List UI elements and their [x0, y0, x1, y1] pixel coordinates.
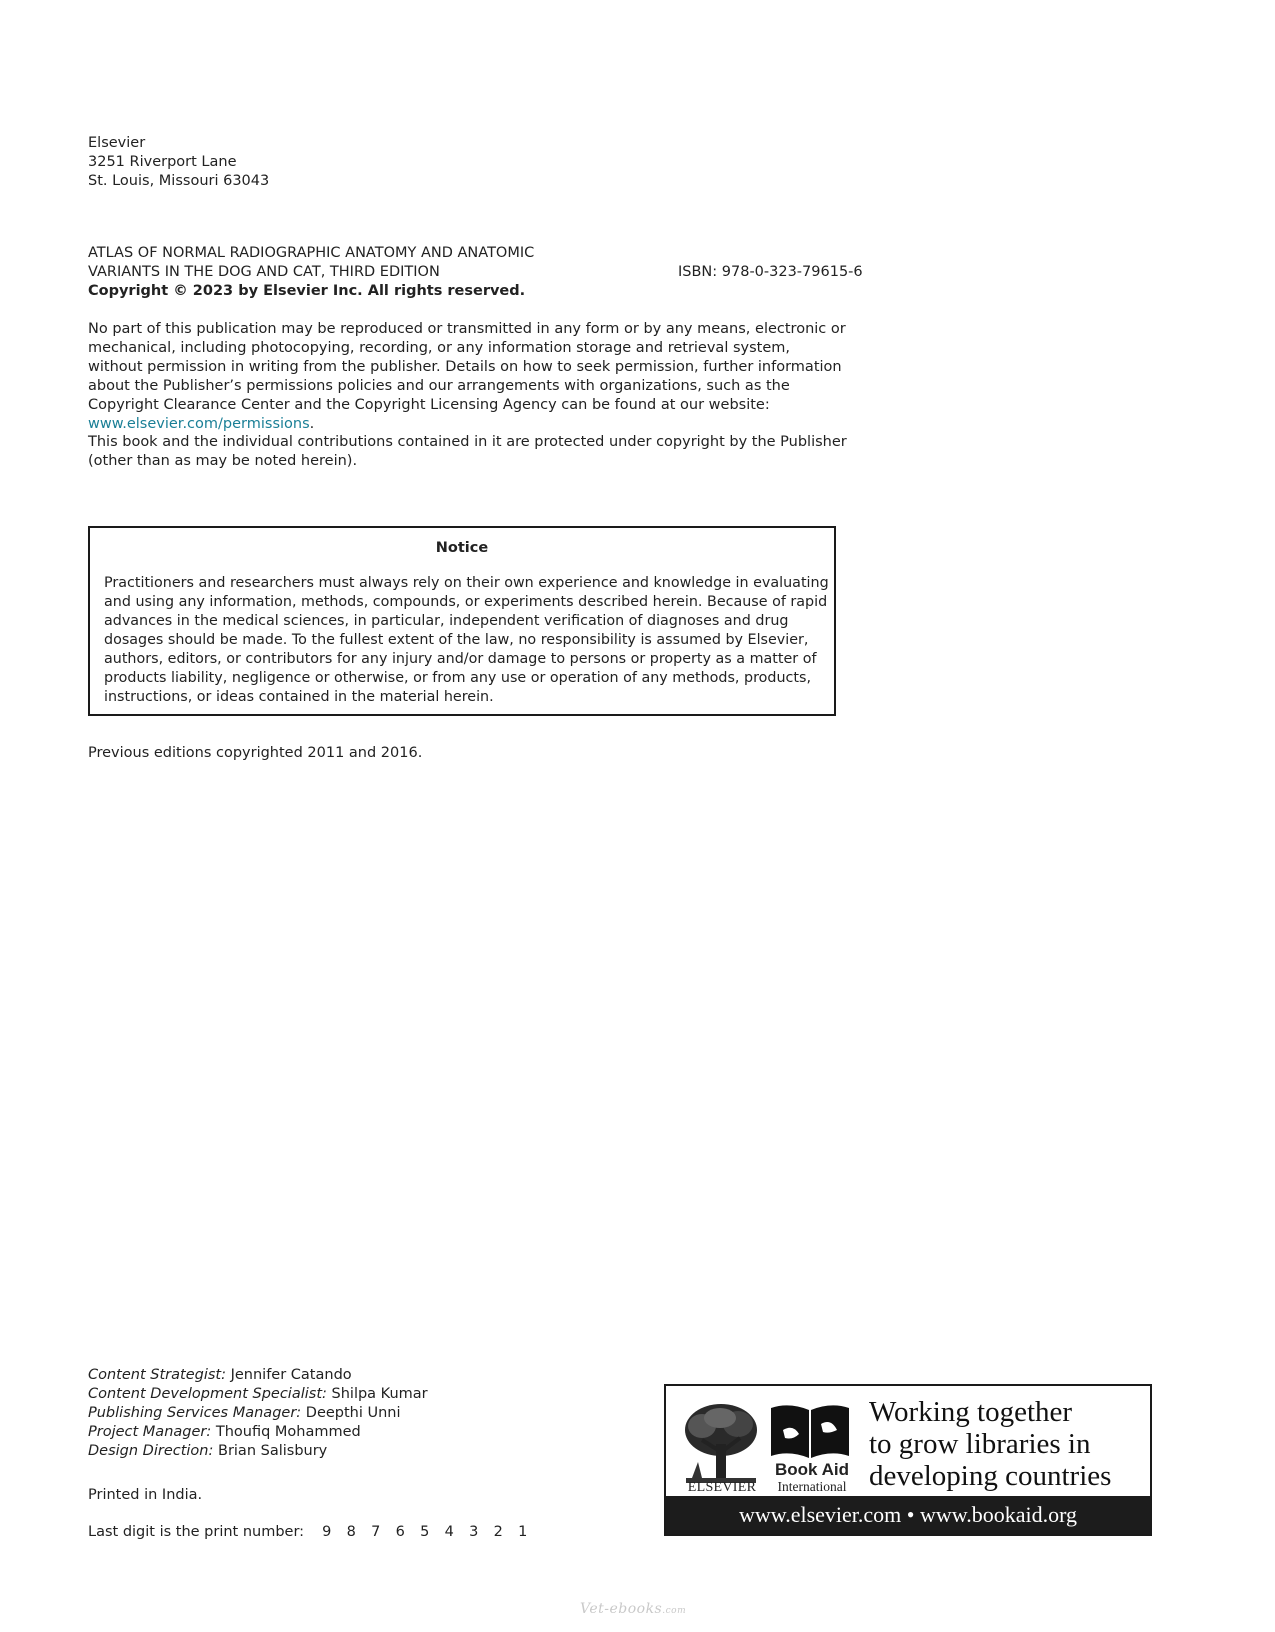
book-title-line-2: VARIANTS IN THE DOG AND CAT, THIRD EDITION — [88, 264, 440, 280]
print-digit: 2 — [493, 1524, 503, 1540]
copyright-line: Copyright © 2023 by Elsevier Inc. All rights reserved. — [88, 283, 526, 299]
print-number-digits — [322, 1524, 543, 1540]
badge-footer-urls: www.elsevier.com • www.bookaid.org — [666, 1496, 1150, 1534]
watermark — [580, 1601, 686, 1617]
print-digit: 7 — [371, 1524, 381, 1540]
previous-editions: Previous editions copyrighted 2011 and 2016. — [88, 745, 423, 761]
print-number-label: Last digit is the print number: — [88, 1524, 305, 1540]
permissions-link[interactable]: www.elsevier.com/permissions — [88, 416, 310, 432]
credit-role: Content Strategist: — [88, 1367, 226, 1383]
credit-role: Project Manager: — [88, 1424, 212, 1440]
isbn: ISBN: 978-0-323-79615-6 — [678, 264, 863, 280]
credits-list — [88, 1366, 428, 1461]
permissions-text: No part of this publication may be reproduced or transmitted in any form or by any means, electronic or mechanical, including photocopying, recording, or any information storage and retrieval system, without permission in writing from the publisher. Details on how to seek permission, further information about the Publisher’s permissions policies and our arrangements with organizations, such as the Copyright Clearance Center and the Copyright Licensing Agency can be found at our website: — [88, 321, 846, 413]
print-digit: 8 — [346, 1524, 356, 1540]
notice-box — [88, 526, 836, 716]
book-aid-wordmark: Book Aid — [775, 1460, 849, 1479]
credit-line — [88, 1366, 428, 1385]
publisher-name: Elsevier — [88, 135, 146, 151]
credit-name: Brian Salisbury — [213, 1443, 328, 1459]
credit-role: Publishing Services Manager: — [88, 1405, 302, 1421]
credit-name: Deepthi Unni — [301, 1405, 401, 1421]
publisher-address — [88, 134, 269, 191]
print-digit: 6 — [395, 1524, 405, 1540]
slogan-line: developing countries — [869, 1460, 1112, 1492]
notice-text: Practitioners and researchers must always rely on their own experience and knowledge in evaluating and using any information, methods, compounds, or experiments described herein. Because of rapid advances in the medical sciences, in particular, independent verification of diagnoses and drug dosages should be made. To the fullest extent of the law, no responsibility is assumed by Elsevier, authors, editors, or contributors for any injury and/or damage to persons or property as a matter of products liability, negligence or otherwise, or from any use or operation of any methods, products, instructions, or ideas contained in the material herein. — [104, 575, 829, 705]
notice-heading: Notice — [435, 540, 489, 556]
credit-name: Jennifer Catando — [225, 1367, 352, 1383]
slogan-line: to grow libraries in — [869, 1428, 1091, 1460]
credit-line — [88, 1385, 428, 1404]
credit-role: Design Direction: — [88, 1443, 214, 1459]
print-digit: 4 — [444, 1524, 454, 1540]
print-digit: 5 — [420, 1524, 430, 1540]
print-digit: 3 — [469, 1524, 479, 1540]
protection-paragraph: This book and the individual contributions contained in it are protected under copyright by the Publisher (other than as may be noted herein). — [88, 434, 847, 469]
publisher-city: St. Louis, Missouri 63043 — [88, 173, 270, 189]
international-wordmark: International — [777, 1479, 847, 1494]
credit-name: Shilpa Kumar — [326, 1386, 428, 1402]
credit-name: Thoufiq Mohammed — [211, 1424, 361, 1440]
elsevier-wordmark: ELSEVIER — [687, 1480, 757, 1495]
publisher-street: 3251 Riverport Lane — [88, 154, 237, 170]
slogan-line: Working together — [869, 1396, 1073, 1428]
watermark-main: Vet-ebooks — [580, 1601, 663, 1617]
print-number-line — [88, 1524, 543, 1540]
credit-line — [88, 1442, 428, 1461]
permissions-paragraph: No part of this publication may be reproduced or transmitted in any form or by any means, electronic or mechanical, including photocopying, recording, or any information storage and retrieval system, without permission in writing from the publisher. Details on how to seek permission, further information about the Publisher’s permissions policies and our arrangements with organizations, such as the Copyright Clearance Center and the Copyright Licensing Agency can be found at our website: www.elsevier.com/permissions. — [88, 321, 846, 432]
credit-role: Content Development Specialist: — [88, 1386, 327, 1402]
credit-line — [88, 1423, 428, 1442]
book-aid-logo-icon — [769, 1400, 851, 1460]
credit-line — [88, 1404, 428, 1423]
watermark-suffix: .com — [662, 1606, 687, 1616]
print-digit: 1 — [518, 1524, 528, 1540]
print-digit: 9 — [322, 1524, 332, 1540]
printed-in: Printed in India. — [88, 1487, 203, 1503]
badge-slogan — [869, 1396, 1149, 1492]
book-aid-badge — [664, 1384, 1152, 1536]
book-title-line-1: ATLAS OF NORMAL RADIOGRAPHIC ANATOMY AND ANATOMIC — [88, 245, 535, 261]
